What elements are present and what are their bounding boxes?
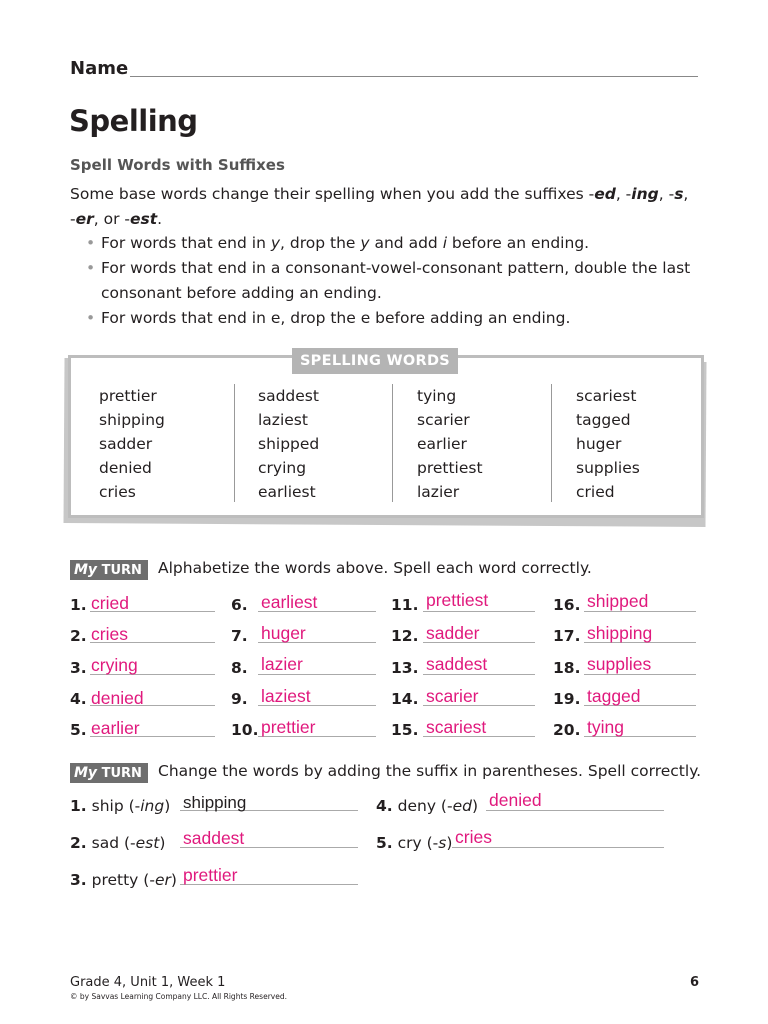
alphabetize-instruction: Alphabetize the words above. Spell each word correctly. — [158, 559, 592, 577]
answer-number: 16. — [553, 596, 581, 614]
answer-text: sadder — [426, 623, 480, 643]
spelling-word: huger — [576, 435, 622, 453]
spelling-word: tying — [417, 387, 457, 405]
spelling-word: supplies — [576, 459, 640, 477]
answer-number: 1. — [70, 596, 87, 614]
answer-text: earliest — [261, 592, 318, 612]
rule-item: • For words that end in a consonant-vowel-consonant pattern, double the last consonant before adding an ending. — [86, 256, 706, 306]
answer-text: saddest — [183, 828, 245, 848]
spelling-word: scarier — [417, 411, 470, 429]
suffix-item: 3. pretty (-er) — [70, 871, 177, 889]
spelling-word: cried — [576, 483, 615, 501]
name-label: Name — [70, 58, 129, 79]
bullet-icon: • — [86, 234, 96, 252]
bullet-icon: • — [86, 259, 96, 277]
spelling-word: lazier — [417, 483, 460, 501]
answer-text: saddest — [426, 654, 488, 674]
answer-number: 6. — [231, 596, 248, 614]
answer-text: crying — [91, 655, 138, 675]
answer-text: shipped — [587, 591, 649, 611]
spelling-word: prettiest — [417, 459, 483, 477]
rules-list — [86, 231, 706, 331]
column-divider — [234, 384, 235, 502]
answer-text: cries — [91, 624, 128, 644]
suffix-item: 5. cry (-s) — [376, 834, 453, 852]
spelling-word: earlier — [417, 435, 467, 453]
spelling-word: tagged — [576, 411, 631, 429]
answer-text: denied — [91, 688, 144, 708]
answer-text: laziest — [261, 686, 311, 706]
answer-number: 11. — [391, 596, 419, 614]
answer-number: 7. — [231, 627, 248, 645]
suffix-item: 4. deny (-ed) — [376, 797, 479, 815]
name-field[interactable] — [130, 76, 698, 77]
answer-text: shipping — [183, 793, 247, 812]
spelling-word: scariest — [576, 387, 637, 405]
answer-number: 18. — [553, 659, 581, 677]
spelling-word: shipped — [258, 435, 320, 453]
word-box-label: SPELLING WORDS — [292, 348, 458, 374]
answer-number: 15. — [391, 721, 419, 739]
bullet-icon: • — [86, 309, 96, 327]
column-divider — [392, 384, 393, 502]
page-number: 6 — [690, 975, 700, 990]
answer-field[interactable] — [423, 611, 535, 612]
answer-text: prettier — [261, 717, 316, 737]
answer-text: denied — [489, 790, 542, 810]
spelling-word: cries — [99, 483, 136, 501]
answer-number: 13. — [391, 659, 419, 677]
answer-number: 2. — [70, 627, 87, 645]
answer-text: tagged — [587, 686, 641, 706]
answer-text: earlier — [91, 718, 140, 738]
suffix-item: 1. ship (-ing) — [70, 797, 171, 815]
rule-item: • For words that end in y, drop the y and add i before an ending. — [86, 231, 706, 256]
spelling-word: sadder — [99, 435, 153, 453]
section-subtitle: Spell Words with Suffixes — [70, 156, 285, 174]
answer-text: tying — [587, 717, 624, 737]
answer-number: 10. — [231, 721, 259, 739]
answer-text: huger — [261, 623, 306, 643]
spelling-word: prettier — [99, 387, 157, 405]
rule-item: • For words that end in e, drop the e before adding an ending. — [86, 306, 706, 331]
suffix-instruction: Change the words by adding the suffix in parentheses. Spell correctly. — [158, 762, 702, 780]
spelling-word: laziest — [258, 411, 308, 429]
answer-number: 3. — [70, 659, 87, 677]
answer-text: prettiest — [426, 590, 489, 610]
answer-number: 17. — [553, 627, 581, 645]
answer-text: lazier — [261, 654, 303, 674]
answer-number: 8. — [231, 659, 248, 677]
answer-text: prettier — [183, 865, 238, 885]
my-turn-badge: My TURN — [70, 560, 148, 580]
page-title: Spelling — [69, 104, 198, 138]
answer-text: cried — [91, 593, 129, 613]
word-column-2 — [258, 384, 319, 504]
spelling-word: denied — [99, 459, 152, 477]
spelling-word: crying — [258, 459, 307, 477]
answer-text: supplies — [587, 654, 652, 674]
my-turn-badge: My TURN — [70, 763, 148, 783]
word-column-3 — [417, 384, 483, 504]
answer-number: 4. — [70, 690, 87, 708]
footer-copyright: © by Savvas Learning Company LLC. All Rights Reserved. — [70, 992, 287, 1001]
answer-number: 20. — [553, 721, 581, 739]
intro-paragraph: Some base words change their spelling when you add the suffixes -ed, -ing, -s, -er, or -est. — [70, 185, 689, 228]
suffix-item: 2. sad (-est) — [70, 834, 166, 852]
answer-number: 19. — [553, 690, 581, 708]
spelling-word: earliest — [258, 483, 316, 501]
answer-text: shipping — [587, 623, 653, 643]
word-column-4 — [576, 384, 640, 504]
column-divider — [551, 384, 552, 502]
answer-text: scarier — [426, 686, 479, 706]
answer-number: 14. — [391, 690, 419, 708]
answer-number: 5. — [70, 721, 87, 739]
word-column-1 — [99, 384, 165, 504]
spelling-word: saddest — [258, 387, 319, 405]
answer-number: 12. — [391, 627, 419, 645]
answer-text: scariest — [426, 717, 487, 737]
spelling-word: shipping — [99, 411, 165, 429]
footer-grade: Grade 4, Unit 1, Week 1 — [70, 975, 226, 990]
answer-number: 9. — [231, 690, 248, 708]
answer-text: cries — [455, 827, 492, 847]
